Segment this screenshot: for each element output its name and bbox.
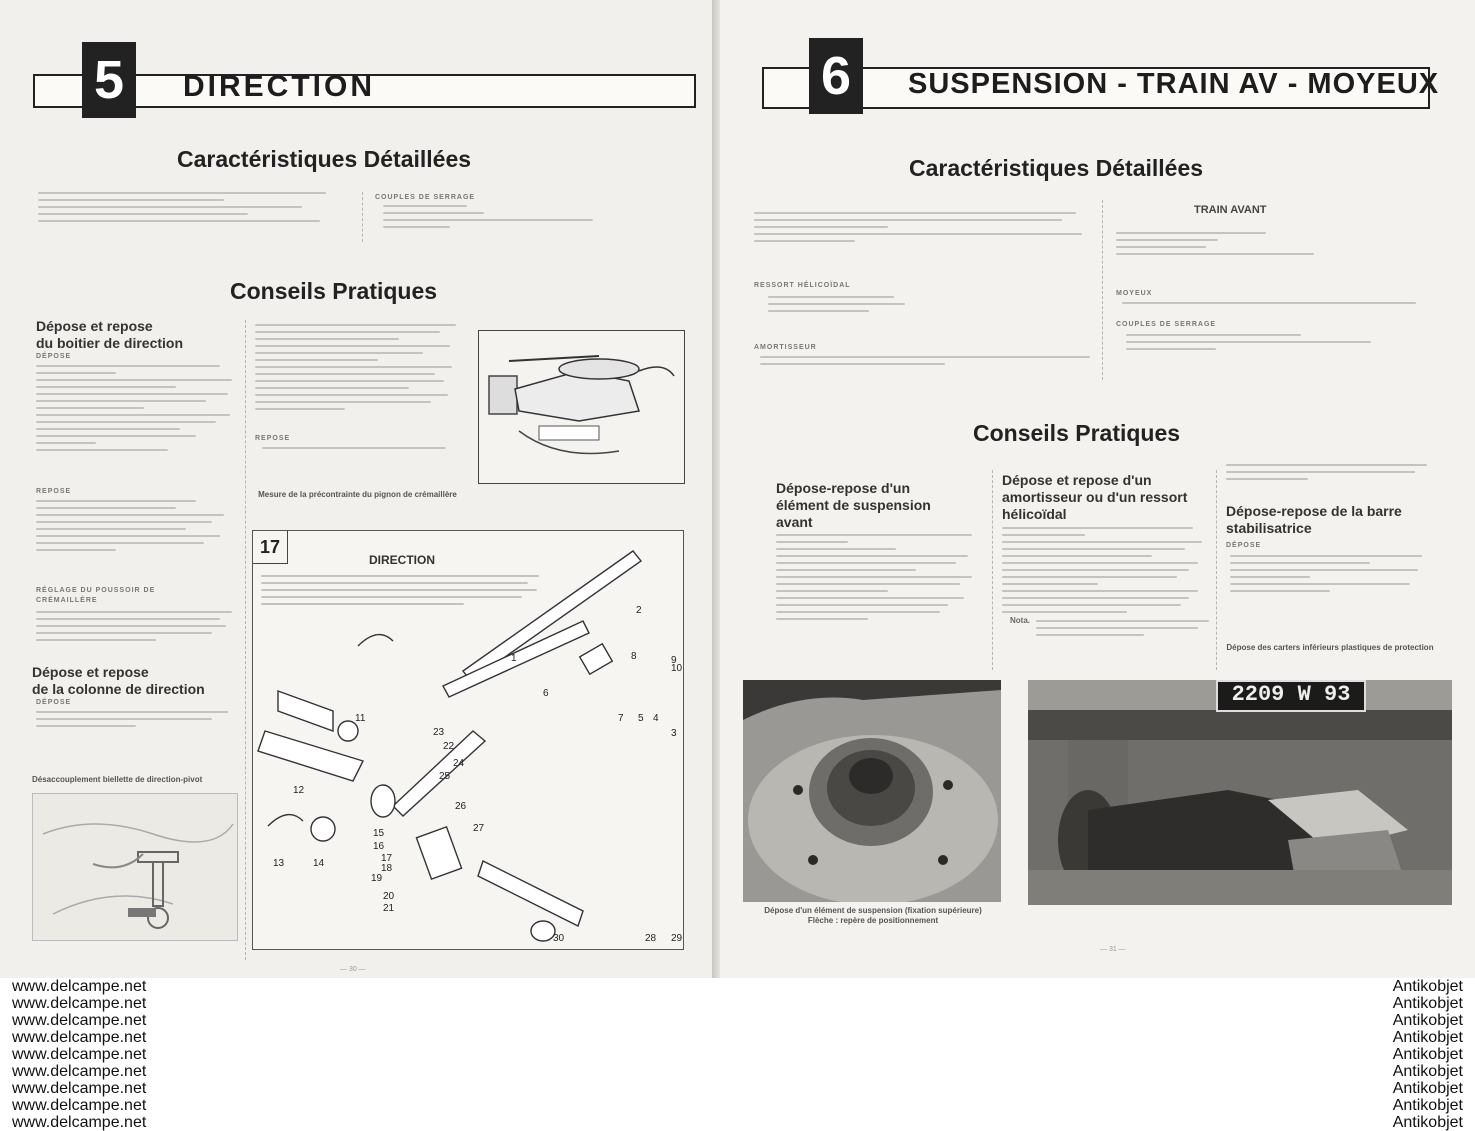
- tip-text-col3-top: [1226, 464, 1431, 485]
- caption-carters: Dépose des carters inférieurs plastiques de protection: [1226, 643, 1434, 652]
- tip-text-depose: [36, 365, 236, 456]
- photo-under-car: [1028, 680, 1452, 905]
- watermark-line: www.delcampe.net: [12, 1080, 147, 1097]
- callout-20: 20: [383, 891, 395, 902]
- callout-25: 25: [439, 771, 451, 782]
- chapter-number-badge: 5: [82, 42, 136, 118]
- tip-heading-barre: Dépose-repose de la barre stabilisatrice: [1226, 503, 1402, 536]
- ressort-text: [768, 296, 948, 317]
- book-gutter: [712, 0, 720, 978]
- callout-11: 11: [355, 713, 366, 724]
- label-depose: DÉPOSE: [36, 353, 72, 360]
- caption-desaccouplement: Désaccouplement biellette de direction-pivot: [32, 775, 203, 784]
- tip-text-repose: [36, 500, 236, 556]
- callout-10: 10: [671, 663, 683, 674]
- exploded-view-drawing: [253, 531, 683, 949]
- watermark-line: www.delcampe.net: [12, 1012, 147, 1029]
- callout-9: 9: [671, 655, 677, 666]
- label-repose-col2: REPOSE: [255, 435, 291, 442]
- callout-8: 8: [631, 651, 637, 662]
- tip-text-col2: [255, 324, 460, 415]
- callout-24: 24: [453, 758, 465, 769]
- caption-precontrainte: Mesure de la précontrainte du pignon de crémaillère: [258, 490, 457, 499]
- watermark-line: Antikobjet: [1392, 995, 1463, 1012]
- chapter-title: DIRECTION: [183, 70, 375, 103]
- section-heading-specs: Caractéristiques Détaillées: [909, 155, 1204, 181]
- watermark-line: Antikobjet: [1392, 978, 1463, 995]
- label-moyeux: MOYEUX: [1116, 290, 1153, 297]
- watermark-line: Antikobjet: [1392, 1080, 1463, 1097]
- couples-text: [1126, 334, 1376, 355]
- watermark-line: www.delcampe.net: [12, 1046, 147, 1063]
- section-heading-specs: Caractéristiques Détaillées: [177, 146, 472, 172]
- watermark-line: www.delcampe.net: [12, 978, 147, 995]
- page-number-right: — 31 —: [1100, 946, 1126, 953]
- callout-22: 22: [443, 741, 455, 752]
- callout-17: 17: [381, 853, 393, 864]
- tip-text-colonne: [36, 711, 236, 732]
- watermark-line: Antikobjet: [1392, 1114, 1463, 1131]
- callout-28: 28: [645, 933, 657, 944]
- callout-29: 29: [671, 933, 683, 944]
- tip-heading-amortisseur: Dépose et repose d'un amortisseur ou d'un ressort hélicoïdal: [1002, 472, 1188, 522]
- specs-text-block: [38, 192, 338, 227]
- watermark-line: www.delcampe.net: [12, 1114, 147, 1131]
- column-divider: [1102, 200, 1103, 380]
- right-page: [720, 0, 1475, 978]
- train-avant-text: [1116, 232, 1416, 260]
- watermark-line: Antikobjet: [1392, 1097, 1463, 1114]
- specs-text-intro: [754, 212, 1089, 247]
- moyeux-text: [1122, 302, 1422, 309]
- section-heading-tips: Conseils Pratiques: [230, 278, 438, 304]
- illustration-precontrainte: [478, 330, 685, 484]
- column-divider-a: [992, 470, 993, 670]
- watermark-line: www.delcampe.net: [12, 1097, 147, 1114]
- watermark-line: www.delcampe.net: [12, 1063, 147, 1080]
- tip-text-reglage: [36, 611, 236, 646]
- torque-text-block: [383, 205, 593, 233]
- callout-27: 27: [473, 823, 485, 834]
- callout-5: 5: [638, 713, 644, 724]
- callout-14: 14: [313, 858, 325, 869]
- train-avant-heading: TRAIN AVANT: [1194, 204, 1267, 216]
- callout-26: 26: [455, 801, 467, 812]
- watermark-line: www.delcampe.net: [12, 995, 147, 1012]
- label-repose: REPOSE: [36, 488, 72, 495]
- tip-text-amortisseur: [1002, 527, 1210, 618]
- tip-heading-boitier: Dépose et repose du boitier de direction: [36, 318, 184, 351]
- watermark-line: Antikobjet: [1392, 1012, 1463, 1029]
- chapter-number-badge: 6: [809, 38, 863, 114]
- caption-photo-suspension: Dépose d'un élément de suspension (fixation supérieure) Flèche : repère de positionnement: [764, 906, 982, 925]
- tip-text-element: [776, 534, 976, 625]
- callout-19: 19: [371, 873, 383, 884]
- figure-number: 17: [253, 531, 288, 564]
- suspension-mount-photo: [743, 680, 1001, 902]
- callout-2: 2: [636, 605, 642, 616]
- column-divider-left: [245, 320, 246, 960]
- under-car-photo: [1028, 680, 1452, 905]
- section-heading-tips: Conseils Pratiques: [973, 420, 1181, 446]
- tip-heading-element: Dépose-repose d'un élément de suspension avant: [776, 480, 931, 530]
- label-ressort: RESSORT HÉLICOÏDAL: [754, 282, 851, 289]
- callout-12: 12: [293, 785, 305, 796]
- callout-1: 1: [511, 653, 517, 664]
- nota-label: Nota.: [1010, 616, 1030, 625]
- photo-suspension-element: [743, 680, 1001, 902]
- figure-title: DIRECTION: [369, 553, 435, 567]
- callout-15: 15: [373, 828, 385, 839]
- label-amortisseur: AMORTISSEUR: [754, 344, 817, 351]
- watermark-line: www.delcampe.net: [12, 1029, 147, 1046]
- callout-4: 4: [653, 713, 659, 724]
- callout-7: 7: [618, 713, 624, 724]
- watermark-line: Antikobjet: [1392, 1029, 1463, 1046]
- callout-3: 3: [671, 728, 677, 739]
- column-divider-b: [1216, 470, 1217, 670]
- callout-13: 13: [273, 858, 285, 869]
- specs-subheading-torque: COUPLES DE SERRAGE: [375, 194, 476, 201]
- label-couples: COUPLES DE SERRAGE: [1116, 321, 1217, 328]
- tip-text-barre: [1230, 555, 1430, 597]
- left-page: [0, 0, 712, 978]
- watermark-line: Antikobjet: [1392, 1063, 1463, 1080]
- tip-heading-colonne: Dépose et repose de la colonne de direction: [32, 664, 205, 697]
- tip-text-repose-col2: [262, 447, 462, 454]
- callout-21: 21: [383, 903, 395, 914]
- label-depose-colonne: DÉPOSE: [36, 699, 72, 706]
- steering-box-drawing: [479, 331, 684, 483]
- page-number-left: — 30 —: [340, 966, 366, 973]
- callout-16: 16: [373, 841, 385, 852]
- amortisseur-text: [760, 356, 1090, 370]
- chapter-title: SUSPENSION - TRAIN AV - MOYEUX: [908, 68, 1440, 100]
- callout-30: 30: [553, 933, 565, 944]
- column-divider: [362, 192, 363, 242]
- callout-18: 18: [381, 863, 393, 874]
- illustration-tool-pivot: [32, 793, 238, 941]
- license-plate: 2209 W 93: [1216, 680, 1366, 712]
- figure-17-direction: [252, 530, 684, 950]
- label-reglage: RÉGLAGE DU POUSSOIR DE CRÉMAILLÈRE: [36, 587, 156, 604]
- nota-text: [1036, 620, 1216, 641]
- pivot-tool-drawing: [33, 794, 237, 940]
- watermark-line: Antikobjet: [1392, 1046, 1463, 1063]
- watermark-antikobjet: [1393, 978, 1463, 1131]
- watermark-delcampe: [12, 978, 146, 1131]
- label-depose-barre: DÉPOSE: [1226, 542, 1262, 549]
- callout-6: 6: [543, 688, 549, 699]
- callout-23: 23: [433, 727, 445, 738]
